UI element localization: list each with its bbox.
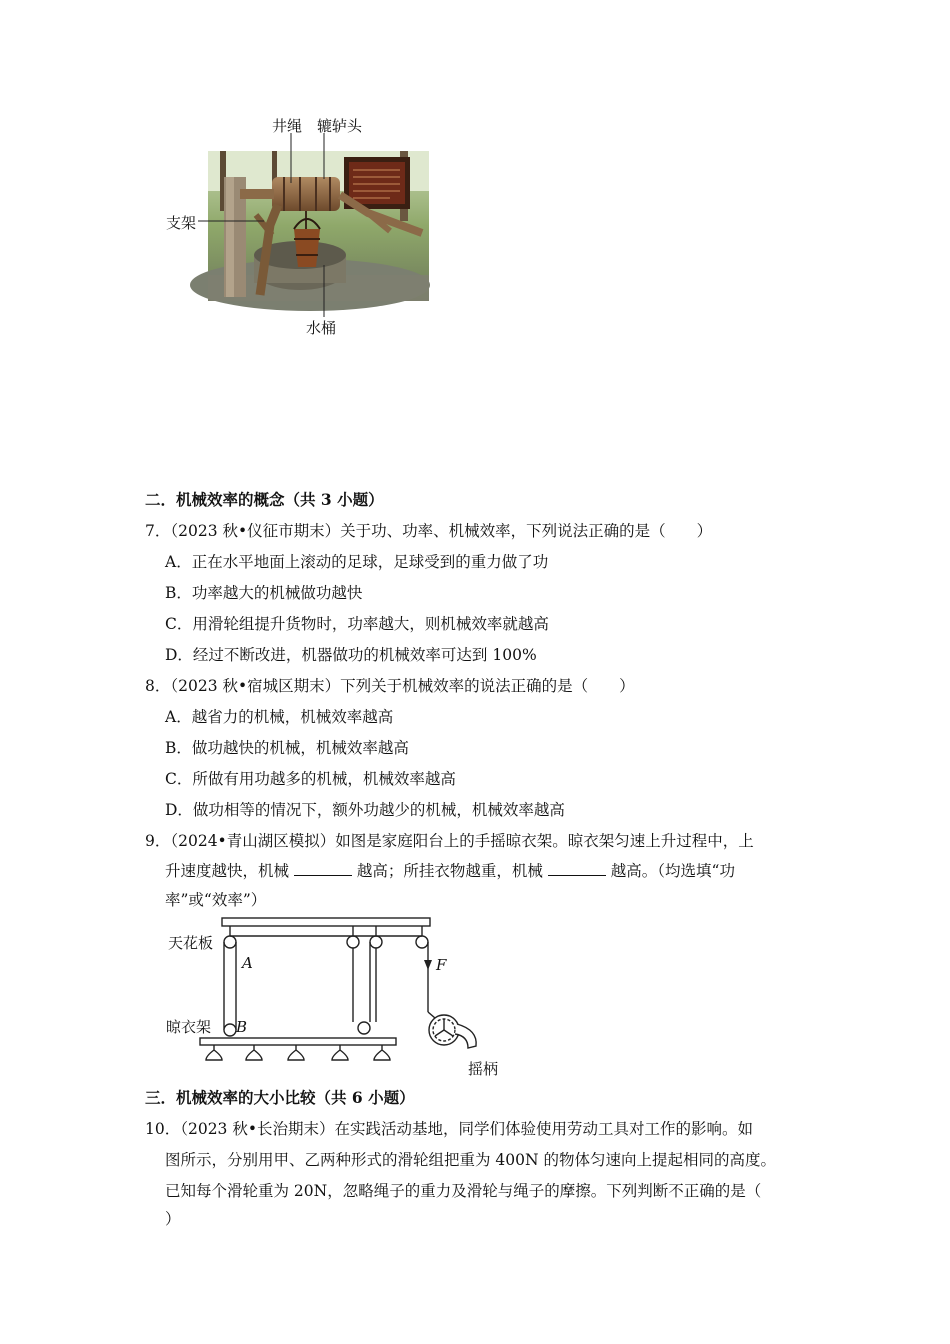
pulley-b-label: B bbox=[236, 1018, 248, 1036]
handle-label: 摇柄 bbox=[468, 1060, 499, 1078]
q10-line4: ） bbox=[165, 1210, 181, 1228]
q7-stem: 7．（2023 秋•仪征市期末）关于功、功率、机械效率，下列说法正确的是（ ） bbox=[145, 522, 713, 540]
force-f-label: F bbox=[436, 956, 447, 974]
q7-option-d: D．经过不断改进，机器做功的机械效率可达到 100% bbox=[165, 646, 537, 664]
q7-option-c: C．用滑轮组提升货物时，功率越大，则机械效率就越高 bbox=[165, 615, 549, 633]
rope-label: 井绳 bbox=[272, 117, 303, 135]
q8-option-a: A．越省力的机械，机械效率越高 bbox=[165, 708, 394, 726]
q9-blank-2[interactable] bbox=[548, 861, 606, 876]
windlass-figure bbox=[160, 105, 440, 345]
rack-label: 晾衣架 bbox=[166, 1018, 212, 1036]
drying-rack-diagram bbox=[160, 912, 520, 1082]
q9-line1: 9．（2024•青山湖区模拟）如图是家庭阳台上的手摇晾衣架。晾衣架匀速上升过程中，上 bbox=[145, 832, 754, 850]
q9-blank-1[interactable] bbox=[294, 861, 352, 876]
drying-rack-figure bbox=[160, 912, 520, 1082]
bucket-label: 水桶 bbox=[306, 319, 337, 337]
q9-line2-a: 升速度越快，机械 bbox=[165, 862, 290, 880]
q8-option-d: D．做功相等的情况下，额外功越少的机械，机械效率越高 bbox=[165, 801, 565, 819]
q9-line2-b: 越高；所挂衣物越重，机械 bbox=[356, 862, 543, 880]
q9-line2 bbox=[165, 861, 735, 881]
q8-option-c: C．所做有用功越多的机械，机械效率越高 bbox=[165, 770, 456, 788]
q8-option-b: B．做功越快的机械，机械效率越高 bbox=[165, 739, 409, 757]
section3-heading: 三．机械效率的大小比较（共 6 小题） bbox=[145, 1088, 415, 1107]
q9-line3: 率”或“效率”） bbox=[165, 891, 267, 909]
ceiling-label: 天花板 bbox=[168, 934, 214, 952]
windlass-photo bbox=[160, 105, 440, 345]
q8-stem: 8．（2023 秋•宿城区期末）下列关于机械效率的说法正确的是（ ） bbox=[145, 677, 635, 695]
q10-line3: 已知每个滑轮重为 20N，忽略绳子的重力及滑轮与绳子的摩擦。下列判断不正确的是（ bbox=[165, 1182, 762, 1200]
q7-option-a: A．正在水平地面上滚动的足球，足球受到的重力做了功 bbox=[165, 553, 549, 571]
windlass-label: 辘轳头 bbox=[317, 117, 363, 135]
q10-line1: 10．（2023 秋•长治期末）在实践活动基地，同学们体验使用劳动工具对工作的影响。如 bbox=[145, 1120, 753, 1138]
q7-option-b: B．功率越大的机械做功越快 bbox=[165, 584, 363, 602]
q9-line2-c: 越高。（均选填“功 bbox=[610, 862, 735, 880]
q10-line2: 图所示，分别用甲、乙两种形式的滑轮组把重为 400N 的物体匀速向上提起相同的高度。 bbox=[165, 1151, 777, 1169]
bracket-label: 支架 bbox=[166, 214, 197, 232]
pulley-a-label: A bbox=[242, 954, 253, 972]
section2-heading: 二．机械效率的概念（共 3 小题） bbox=[145, 490, 384, 509]
